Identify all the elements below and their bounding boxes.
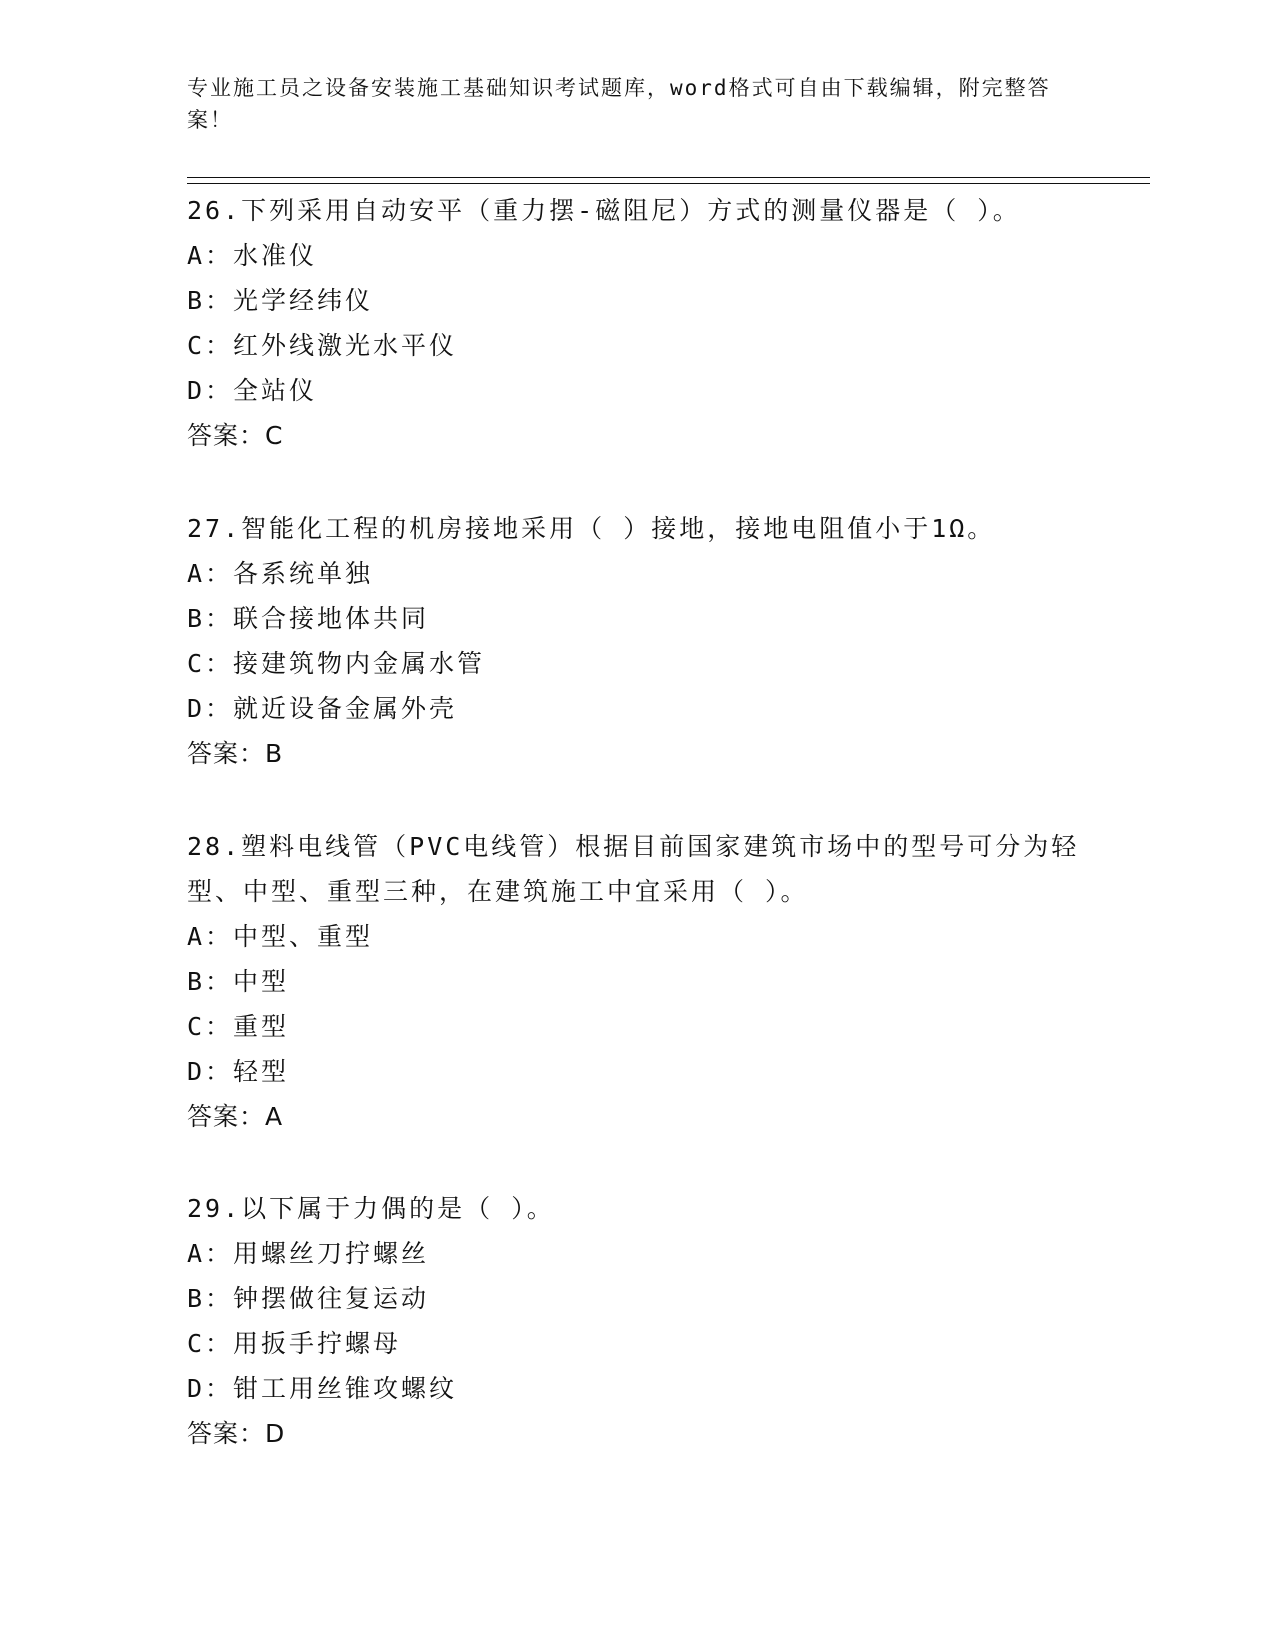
question-27 [187,506,1087,776]
option-b: B：联合接地体共同 [187,604,430,633]
answer-value: A [265,1102,284,1131]
question-28 [187,824,1087,1139]
question-stem: 28.塑料电线管（PVC电线管）根据目前国家建筑市场中的型号可分为轻型、中型、重型三种，在建筑施工中宜采用（ ）。 [187,832,1080,906]
option-d: D：全站仪 [187,376,318,405]
option-c: C：用扳手拧螺母 [187,1329,402,1358]
answer-value: D [265,1419,286,1448]
option-a: A：各系统单独 [187,559,374,588]
answer-label: 答案： [187,421,266,450]
header-divider-bottom [187,183,1150,184]
option-b: B：钟摆做往复运动 [187,1284,430,1313]
answer-label: 答案： [187,1419,266,1448]
option-d: D：钳工用丝锥攻螺纹 [187,1374,458,1403]
option-c: C：红外线激光水平仪 [187,331,458,360]
answer-line [187,1094,1087,1139]
answer-value: C [265,421,284,450]
option-a: A：水准仪 [187,241,318,270]
question-stem: 26.下列采用自动安平（重力摆-磁阻尼）方式的测量仪器是（ ）。 [187,196,1021,225]
question-26 [187,188,1087,458]
option-a: A：中型、重型 [187,922,374,951]
document-header: 专业施工员之设备安装施工基础知识考试题库，word格式可自由下载编辑，附完整答案！ [187,76,1051,132]
answer-value: B [265,739,284,768]
option-d: D：轻型 [187,1057,290,1086]
answer-line [187,413,1087,458]
answer-line [187,1411,1087,1456]
option-d: D：就近设备金属外壳 [187,694,458,723]
answer-label: 答案： [187,1102,266,1131]
option-a: A：用螺丝刀拧螺丝 [187,1239,430,1268]
answer-line [187,731,1087,776]
option-c: C：重型 [187,1012,290,1041]
question-stem: 27.智能化工程的机房接地采用（ ）接地，接地电阻值小于1Ω。 [187,514,996,543]
question-stem: 29.以下属于力偶的是（ ）。 [187,1194,555,1223]
answer-label: 答案： [187,739,266,768]
option-c: C：接建筑物内金属水管 [187,649,486,678]
option-b: B：光学经纬仪 [187,286,374,315]
header-divider-top [187,177,1150,178]
option-b: B：中型 [187,967,290,996]
question-29 [187,1186,1087,1456]
